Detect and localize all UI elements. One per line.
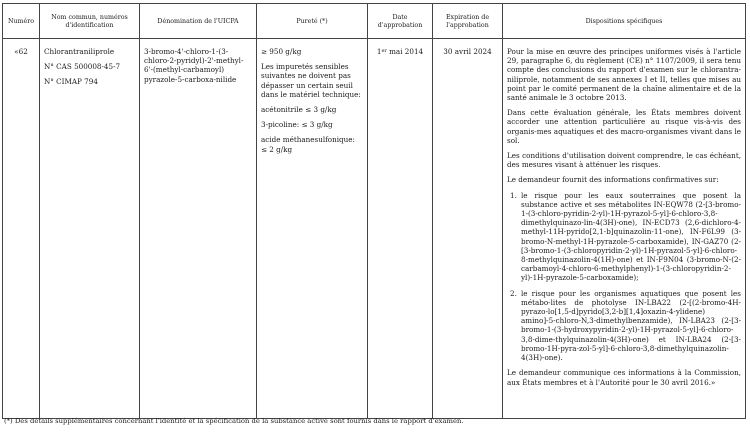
dispositions-p4: Le demandeur fournit des informations confirmatives sur: bbox=[507, 175, 719, 185]
list-item bbox=[510, 288, 741, 363]
header-purete: Pureté (*) bbox=[257, 4, 368, 39]
approbation-day: 1 bbox=[376, 47, 382, 56]
table-row bbox=[3, 39, 746, 419]
list-item-text: le risque pour les organismes aquatiques que posent les métabo-lites de photolyse IN-LBA22 (2-[(2-bromo-4H-pyrazo-lo[1,5-d]pyrido[3,2-b][1,4]oxazin-4-ylidene) amino]-5-chloro-N,3-dimethylbenzamide), IN-LBA23 (2-[3-bromo-1-(3-hydroxypyridin-2-yl)-1H-pyrazol-5-yl]-6-chloro-3,8-dime-thylquinazolin-4(3H)-one) et IN-LBA24 (2-[3-bromo-1H-pyra-zol-5-yl]-6-chloro-3,8-dimethylquinazolin-4(3H)-one). bbox=[521, 288, 741, 363]
approbation-sup: er bbox=[381, 48, 387, 54]
cimap-number: N° CIMAP 794 bbox=[44, 77, 98, 87]
purity-intro: Les impuretés sensibles suivantes ne doivent pas dépasser un certain seuil dans le matériel technique: bbox=[261, 62, 361, 99]
impurity-methanesulfonic: acide méthanesulfonique: ≤ 2 g/kg bbox=[261, 135, 355, 154]
cas-number: N° CAS 500008-45-7 bbox=[44, 62, 121, 72]
impurity-picoline: 3-picoline: ≤ 3 g/kg bbox=[261, 120, 333, 130]
cell-purete bbox=[257, 39, 368, 419]
approbation-rest: mai 2014 bbox=[386, 47, 424, 56]
dispositions-p3: Les conditions d'utilisation doivent comprendre, le cas échéant, des mesures visant à atténuer les risques. bbox=[507, 151, 741, 170]
impurity-acetonitrile: acétonitrile ≤ 3 g/kg bbox=[261, 105, 337, 115]
cell-expiration: 30 avril 2024 bbox=[433, 39, 503, 419]
dispositions-p1: Pour la mise en œuvre des principes uniformes visés à l'article 29, paragraphe 6, du règlement (CE) n° 1107/2009, il sera tenu compte des conclusions du rapport d'examen sur le chlorantra-niliprole, notamment de ses annexes I et II, telles que mises au point par le comité permanent de la chaîne alimentaire et de la santé animale le 3 octobre 2013. bbox=[507, 47, 741, 103]
header-approbation: Date d'approbation bbox=[368, 4, 433, 39]
list-marker: 2. bbox=[510, 288, 517, 298]
cell-dispositions bbox=[503, 39, 746, 419]
list-marker: 1. bbox=[510, 190, 517, 200]
cell-nom bbox=[40, 39, 140, 419]
header-dispositions: Dispositions spécifiques bbox=[503, 4, 746, 39]
cell-numero: «62 bbox=[3, 39, 40, 419]
header-nom: Nom commun, numéros d'identification bbox=[40, 4, 140, 39]
table-header-row bbox=[3, 4, 746, 39]
purity-main: ≥ 950 g/kg bbox=[261, 47, 302, 56]
dispositions-p5: Le demandeur communique ces informations à la Commission, aux États membres et à l'Autorité pour le 30 avril 2016.» bbox=[507, 368, 741, 387]
dispositions-p2: Dans cette évaluation générale, les États membres doivent accorder une attention particulière au risque vis-à-vis des organis-mes aquatiques et des macro-organismes vivant dans le sol. bbox=[507, 108, 741, 145]
approval-table bbox=[2, 3, 746, 419]
list-item-text: le risque pour les eaux souterraines que posent la substance active et ses métabolites IN-EQW78 (2-[3-bromo-1-(3-chloro-pyridin-2-yl)-1H-pyrazol-5-yl]-6-chloro-3,8-dimethylquinazo-lin-4(3H)-one), IN-ECD73 (2,6-dichloro-4-methyl-11H-pyrido[2,1-b]quinazolin-11-one), IN-F6L99 (3-bromo-N-methyl-1H-pyrazole-5-carboxamide), IN-GAZ70 (2-[3-bromo-1-(3-chloropyridin-2-yl)-1H-pyrazol-5-yl]-6-chloro-8-methylquinazolin-4(1H)-one) et IN-F9N04 (3-bromo-N-(2-carbamoyl-4-chloro-6-methylphenyl)-1-(3-chloropyridin-2-yl)-1H-pyrazole-5-carboxamide); bbox=[521, 190, 741, 283]
header-expiration: Expiration de l'approbation bbox=[433, 4, 503, 39]
confirmatory-list bbox=[507, 191, 741, 363]
cell-uicpa: 3-bromo-4'-chloro-1-(3-chloro-2-pyridyl)-2'-methyl-6'-(methyl-carbamoyl) pyrazole-5-carboxa-nilide bbox=[140, 39, 257, 419]
substance-name: Chlorantraniliprole bbox=[44, 47, 115, 56]
header-uicpa: Dénomination de l'UICPA bbox=[140, 4, 257, 39]
list-item bbox=[510, 190, 741, 283]
cell-approbation bbox=[368, 39, 433, 419]
footnote: (*) Des détails supplémentaires concernant l'identité et la spécification de la substance active sont fournis dans le rapport d'examen. bbox=[4, 417, 464, 425]
header-numero: Numéro bbox=[3, 4, 40, 39]
